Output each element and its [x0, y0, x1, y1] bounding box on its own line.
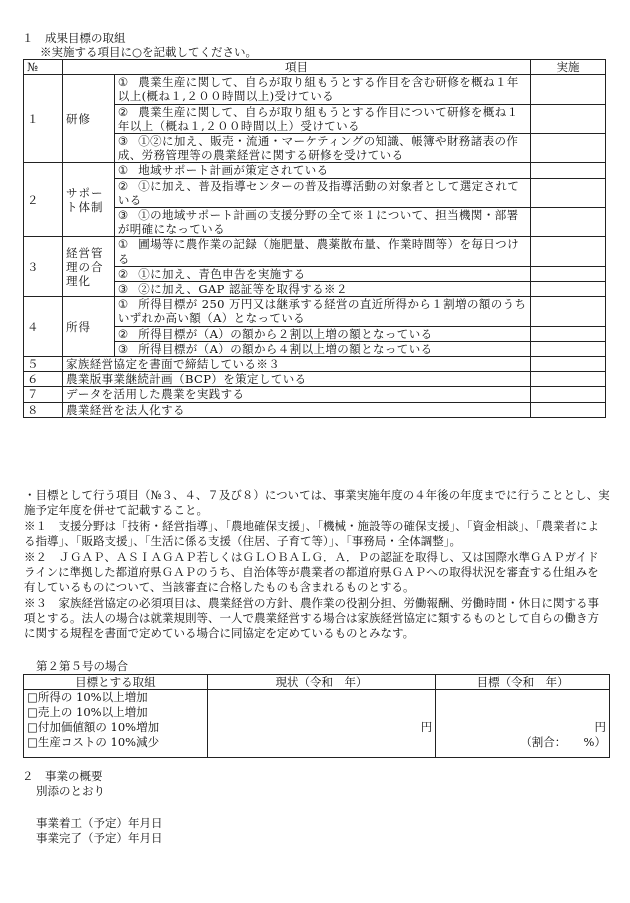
col-impl-header: 実施: [531, 60, 606, 75]
target-yen-unit: 円: [594, 720, 606, 735]
table-row: [24, 75, 606, 104]
row-item-text: 家族経営協定を書面で締結している※３: [62, 357, 530, 372]
item-description: 圃場等に農作業の記録（施肥量、農薬散布量、作業時間等）を毎日つける: [117, 237, 519, 266]
row-category: 研修: [62, 75, 114, 163]
target-header: 目標（令和 年）: [436, 675, 610, 690]
implementation-cell[interactable]: [531, 387, 606, 402]
section1-note: ※実施する項目に○を記載してください。: [40, 45, 258, 59]
implementation-cell[interactable]: [531, 75, 606, 104]
row-category: 経営管理の合理化: [62, 237, 114, 297]
item-number: ①: [117, 75, 129, 90]
option-cost[interactable]: □生産コストの 10%減少: [27, 735, 160, 750]
table-row: [24, 372, 606, 387]
item-text-cell: [114, 341, 530, 356]
implementation-cell[interactable]: [531, 208, 606, 237]
table-row: [24, 237, 606, 266]
item-number: ①: [117, 237, 129, 252]
implementation-cell[interactable]: [531, 341, 606, 356]
item-number: ①: [117, 163, 129, 178]
table-row: [24, 163, 606, 178]
current-yen-unit: 円: [420, 720, 433, 735]
item-number: ①: [117, 297, 129, 312]
item-description: 農業生産に関して、自らが取り組もうとする作目を含む研修を概ね１年以上(概ね１,２００時間以上)受けている: [117, 75, 519, 104]
implementation-cell[interactable]: [531, 104, 606, 133]
item-description: 地域サポート計画が策定されている: [138, 163, 329, 178]
implementation-cell[interactable]: [531, 178, 606, 207]
row-item-text: 農業経営を法人化する: [62, 402, 530, 417]
implementation-cell[interactable]: [531, 134, 606, 163]
section1-heading: １ 成果目標の取組: [22, 31, 126, 45]
item-text-cell: [114, 208, 530, 237]
row-category: サポート体制: [62, 163, 114, 237]
item-text-cell: [114, 178, 530, 207]
table-header-row: [24, 60, 606, 75]
option-value-added[interactable]: □付加価値額の 10%増加: [27, 720, 160, 735]
current-value-cell[interactable]: [207, 690, 436, 758]
item-description: ①に加え、青色申告を実施する: [138, 266, 306, 281]
item-text-cell: [114, 134, 530, 163]
implementation-cell[interactable]: [531, 163, 606, 178]
goal-target-table: [23, 674, 610, 758]
row-item-text: データを活用した農業を実践する: [62, 387, 530, 402]
goal-note: ・目標として行う項目（№３、４、７及び８）については、事業実施年度の４年後の年度までに行うこととし、実施予定年度を併せて記載すること。: [24, 488, 610, 517]
item-number: ②: [117, 326, 129, 341]
item-description: 農業生産に関して、自らが取り組もうとする作目について研修を概ね１年以上（概ね１,２００時間以上）受けている: [117, 104, 519, 133]
row-number: １: [24, 75, 63, 163]
item-description: ①の地域サポート計画の支援分野の全て※１について、担当機関・部署が明確になっている: [117, 208, 519, 237]
row-number: ８: [24, 402, 63, 417]
item-number: ②: [117, 178, 129, 193]
implementation-cell[interactable]: [531, 402, 606, 417]
row-number: ３: [24, 237, 63, 297]
item-description: ①に加え、普及指導センターの普及指導活動の対象者として選定されている: [117, 178, 520, 207]
note-2: ※２ ＪＧＡＰ、ＡＳＩＡＧＡＰ若しくはＧＬＯＢＡＬＧ．Ａ．Ｐの認証を取得し、又は国際水準ＧＡＰガイドラインに準拠した都道府県ＧＡＰのうち、自治体等が農業者の都道府県ＧＡＰへの取得状況を審査する仕組みを有しているものについて、当該審査に合格したものも含まれるものとする。: [24, 550, 599, 594]
option-income[interactable]: □所得の 10%以上増加: [27, 690, 148, 705]
target-ratio: （割合： %）: [520, 735, 606, 750]
item-text-cell: [114, 163, 530, 178]
item-text-cell: [114, 282, 530, 297]
section2-body: 別添のとおり: [36, 784, 105, 798]
target-value-cell[interactable]: [436, 690, 610, 758]
table-row: [24, 402, 606, 417]
row-category: 所得: [62, 297, 114, 357]
implementation-cell[interactable]: [531, 282, 606, 297]
item-number: ③: [117, 134, 129, 149]
row-number: ２: [24, 163, 63, 237]
item-text-cell: [114, 266, 530, 281]
row-number: ７: [24, 387, 63, 402]
row-item-text: 農業版事業継続計画（BCP）を策定している: [62, 372, 530, 387]
option-sales[interactable]: □売上の 10%以上増加: [27, 705, 148, 720]
item-description: 所得目標が（A）の額から２割以上増の額となっている: [138, 326, 433, 341]
goal-header: 目標とする取組: [24, 675, 208, 690]
item-number: ②: [117, 104, 129, 119]
implementation-cell[interactable]: [531, 372, 606, 387]
current-header: 現状（令和 年）: [207, 675, 436, 690]
implementation-cell[interactable]: [531, 326, 606, 341]
note-3: ※３ 家族経営協定の必須項目は、農業経営の方針、農作業の役割分担、労働報酬、労働時間・休日に関する事項とする。法人の場合は就業規則等、一人で農業経営する場合は家族経営協定に類するものとして自らの働き方に関する規程を書面で定めている場合に同協定を定めているものとみなす。: [24, 596, 599, 640]
item-text-cell: [114, 237, 530, 266]
implementation-cell[interactable]: [531, 357, 606, 372]
item-description: ②に加え、GAP 認証等を取得する※２: [138, 282, 348, 297]
item-text-cell: [114, 75, 530, 104]
table-row: [24, 297, 606, 326]
case-heading: 第２第５号の場合: [36, 659, 128, 673]
implementation-cell[interactable]: [531, 237, 606, 266]
col-item-header: 項目: [62, 60, 530, 75]
item-number: ③: [117, 282, 129, 297]
table-row: [24, 357, 606, 372]
table-row: [24, 387, 606, 402]
note-1: ※１ 支援分野は「技術・経営指導」、「農地確保支援」、「機械・施設等の確保支援」、「資金相談」、「農業者による指導」、「販路支援」、「生活に係る支援（住居、子育て等）」、「事務局・全体調整」。: [24, 519, 599, 548]
item-description: 所得目標が 250 万円又は継承する経営の直近所得から１割増の額のうちいずれか高い額（A）となっている: [117, 297, 527, 326]
start-date-label: 事業着工（予定）年月日: [36, 816, 163, 830]
row-number: ４: [24, 297, 63, 357]
item-text-cell: [114, 104, 530, 133]
col-no-header: №: [24, 60, 63, 75]
item-text-cell: [114, 326, 530, 341]
implementation-cell[interactable]: [531, 266, 606, 281]
item-description: 所得目標が（A）の額から４割以上増の額となっている: [138, 341, 433, 356]
section2-heading: ２ 事業の概要: [22, 769, 103, 783]
goal-options: [24, 690, 208, 758]
goals-table: [23, 59, 606, 418]
item-description: ①②に加え、販売・流通・マーケティングの知識、帳簿や財務諸表の作成、労務管理等の農業経営に関する研修を受けている: [117, 134, 519, 163]
row-number: ６: [24, 372, 63, 387]
row-number: ５: [24, 357, 63, 372]
item-number: ③: [117, 208, 129, 223]
item-number: ②: [117, 266, 129, 281]
item-number: ③: [117, 341, 129, 356]
item-text-cell: [114, 297, 530, 326]
end-date-label: 事業完了（予定）年月日: [36, 831, 163, 845]
implementation-cell[interactable]: [531, 297, 606, 326]
